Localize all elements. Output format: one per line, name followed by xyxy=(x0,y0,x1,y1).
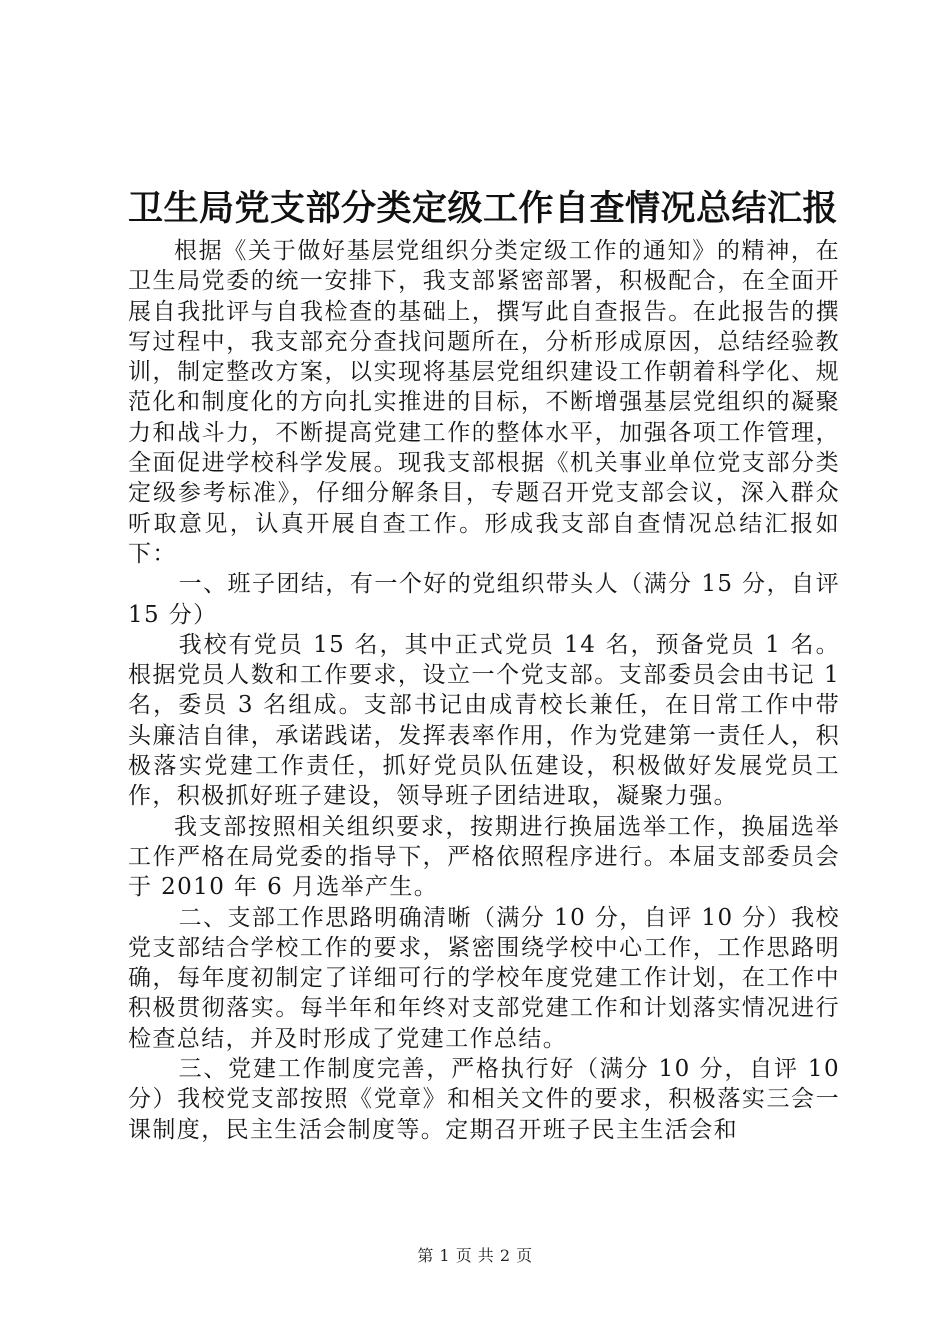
section-heading-2: 二、支部工作思路明确清晰（满分 10 分，自评 10 分）我校党支部结合学校工作的要求，紧密围绕学校中心工作，工作思路明确，每年度初制定了详细可行的学校年度党建工作计划，在工作中积极贯彻落实。每半年和年终对支部党建工作和计划落实情况进行检查总结，并及时形成了党建工作总结。 xyxy=(128,904,840,1052)
section-heading-3: 三、党建工作制度完善，严格执行好（满分 10 分，自评 10 分）我校党支部按照《党章》和相关文件的要求，积极落实三会一课制度，民主生活会制度等。定期召开班子民主生活会和 xyxy=(128,1056,840,1143)
document-body xyxy=(128,236,840,1145)
page-number-footer: 第 1 页 共 2 页 xyxy=(417,1246,533,1265)
paragraph-election: 我支部按照相关组织要求，按期进行换届选举工作，换届选举工作严格在局党委的指导下，严格依照程序进行。本届支部委员会于 2010 年 6 月选举产生。 xyxy=(128,813,840,901)
section-heading-1: 一、班子团结，有一个好的党组织带头人（满分 15 分，自评 15 分） xyxy=(128,571,840,628)
paragraph-intro: 根据《关于做好基层党组织分类定级工作的通知》的精神，在卫生局党委的统一安排下，我支部紧密部署，积极配合，在全面开展自我批评与自我检查的基础上，撰写此自查报告。在此报告的撰写过程中，我支部充分查找问题所在，分析形成原因，总结经验教训，制定整改方案，以实现将基层党组织建设工作朝着科学化、规范化和制度化的方向扎实推进的目标，不断增强基层党组织的凝聚力和战斗力，不断提高党建工作的整体水平，加强各项工作管理，全面促进学校科学发展。现我支部根据《机关事业单位党支部分类定级参考标准》，仔细分解条目，专题召开党支部会议，深入群众听取意见，认真开展自查工作。形成我支部自查情况总结汇报如下： xyxy=(128,238,840,567)
paragraph-party-members: 我校有党员 15 名，其中正式党员 14 名，预备党员 1 名。根据党员人数和工作要求，设立一个党支部。支部委员会由书记 1 名，委员 3 名组成。支部书记由成青校长兼任，在日常工作中带头廉洁自律，承诺践诺，发挥表率作用，作为党建第一责任人，积极落实党建工作责任，抓好党员队伍建设，积极做好发展党员工作，积极抓好班子建设，领导班子团结进取，凝聚力强。 xyxy=(128,631,840,810)
document-title: 卫生局党支部分类定级工作自查情况总结汇报 xyxy=(128,189,839,229)
